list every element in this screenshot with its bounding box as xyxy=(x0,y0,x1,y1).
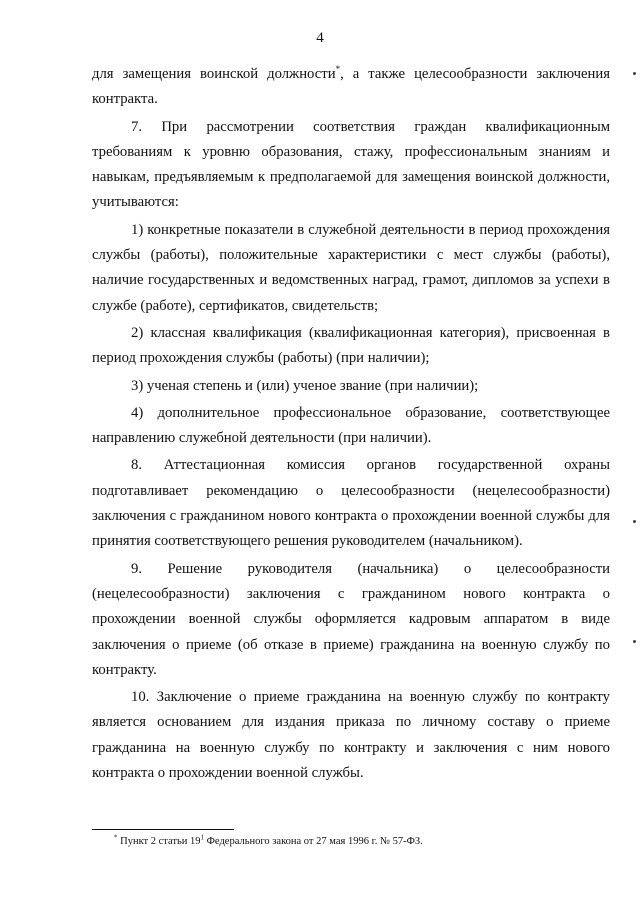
footnote-divider xyxy=(92,829,234,830)
footnote xyxy=(114,835,614,849)
paragraph-text: , а также целесообразности заключения контракта. xyxy=(92,66,610,108)
paragraph-7-item-2: 2) классная квалификация (квалификационная категория), присвоенная в период прохождения службы (работы) (при наличии); xyxy=(92,324,610,367)
paragraph-10: 10. Заключение о приеме гражданина на военную службу по контракту является основанием для издания приказа по личному составу о приеме гражданина на военную службу по контракту и заключения с ним нового контракта о прохождении военной службы. xyxy=(92,689,610,782)
paragraph-9: 9. Решение руководителя (начальника) о целесообразности (нецелесообразности) заключения с гражданином нового контракта о прохождении военной службы оформляется кадровым аппаратом в виде заключения о приеме (об отказе в приеме) гражданина на военную службу по контракту. xyxy=(92,560,610,678)
footnote-text: Федерального закона от 27 мая 1996 г. № 57-ФЗ. xyxy=(204,836,423,847)
scan-mark xyxy=(633,72,636,75)
scan-mark xyxy=(633,520,636,523)
paragraph-7: 7. При рассмотрении соответствия граждан квалификационным требованиям к уровню образования, стажу, профессиональным знаниям и навыкам, предъявляемым к предполагаемой для замещения воинской должности, учитываются: xyxy=(92,118,610,211)
footnote-superscript: 1 xyxy=(200,833,205,842)
paragraph-7-item-3: 3) ученая степень и (или) ученое звание (при наличии); xyxy=(131,377,479,394)
page-number: 4 xyxy=(316,30,324,46)
footnote-text: Пункт 2 статьи 19 xyxy=(117,836,201,847)
paragraph-7-item-4: 4) дополнительное профессиональное образование, соответствующее направлению служебной деятельности (при наличии). xyxy=(92,404,610,447)
paragraph-continuation xyxy=(92,62,610,113)
document-body xyxy=(92,62,610,786)
paragraph-7-item-1: 1) конкретные показатели в служебной деятельности в период прохождения службы (работы), положительные характеристики с мест службы (работы), наличие государственных и ведомственных наград, грамот, дипломов за успехи в службе (работе), сертификатов, свидетельств; xyxy=(92,221,610,314)
paragraph-8: 8. Аттестационная комиссия органов государственной охраны подготавливает рекомендацию о целесообразности (нецелесообразности) заключения с гражданином нового контракта о прохождении военной службы для принятия соответствующего решения руководителем (начальником). xyxy=(92,457,610,550)
paragraph-text: для замещения воинской должности xyxy=(92,66,336,82)
footnote-mark: * xyxy=(114,833,118,842)
footnote-reference: * xyxy=(335,64,341,75)
scan-mark xyxy=(633,640,636,643)
